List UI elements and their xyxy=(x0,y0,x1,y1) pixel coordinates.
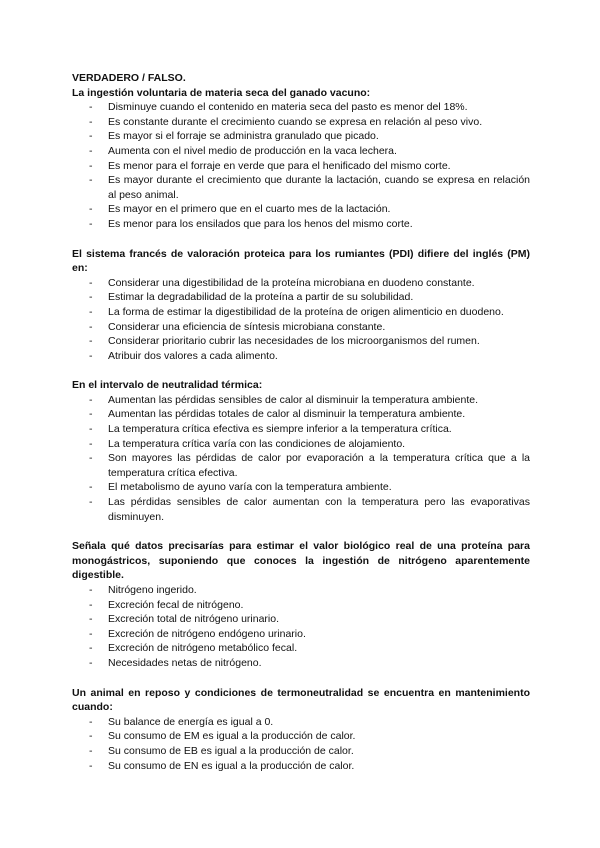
option-text: Su consumo de EM es igual a la producción de calor. xyxy=(108,730,356,743)
dash-bullet: - xyxy=(89,203,93,216)
dash-bullet: - xyxy=(89,613,93,626)
option-text: Su consumo de EN es igual a la producción de calor. xyxy=(108,759,355,772)
option-text: La temperatura crítica efectiva es siempre inferior a la temperatura crítica. xyxy=(108,423,452,436)
option-text: Es menor para el forraje en verde que para el henificado del mismo corte. xyxy=(108,159,451,172)
option-text: Excreción de nitrógeno endógeno urinario. xyxy=(108,627,306,640)
dash-bullet: - xyxy=(89,715,93,728)
option-item xyxy=(72,627,530,642)
option-text: Excreción fecal de nitrógeno. xyxy=(108,598,244,611)
dash-bullet: - xyxy=(89,598,93,611)
dash-bullet: - xyxy=(89,642,93,655)
option-text: Es mayor en el primero que en el cuarto mes de la lactación. xyxy=(108,203,391,216)
option-item xyxy=(72,495,530,524)
option-item xyxy=(72,276,530,291)
option-item xyxy=(72,744,530,759)
option-text: El metabolismo de ayuno varía con la temperatura ambiente. xyxy=(108,481,392,494)
dash-bullet: - xyxy=(89,349,93,362)
option-text: Aumenta con el nivel medio de producción en la vaca lechera. xyxy=(108,144,397,157)
option-text: Disminuye cuando el contenido en materia seca del pasto es menor del 18%. xyxy=(108,101,468,114)
document-page xyxy=(72,71,530,788)
option-list xyxy=(72,583,530,671)
option-text: Es mayor si el forraje se administra granulado que picado. xyxy=(108,130,379,143)
dash-bullet: - xyxy=(89,115,93,128)
option-item xyxy=(72,729,530,744)
dash-bullet: - xyxy=(89,320,93,333)
option-text: Excreción de nitrógeno metabólico fecal. xyxy=(108,642,298,655)
question-section-1 xyxy=(72,86,530,232)
option-text: Considerar una eficiencia de síntesis microbiana constante. xyxy=(108,320,386,333)
dash-bullet: - xyxy=(89,584,93,596)
dash-bullet: - xyxy=(89,305,93,318)
option-item xyxy=(72,656,530,671)
option-item xyxy=(72,100,530,115)
option-list xyxy=(72,100,530,231)
option-text: Es mayor durante el crecimiento que durante la lactación, cuando se expresa en relación al peso animal. xyxy=(108,174,530,201)
option-item xyxy=(72,480,530,495)
question-section-5 xyxy=(72,686,530,774)
dash-bullet: - xyxy=(89,730,93,743)
question-text: La ingestión voluntaria de materia seca del ganado vacuno: xyxy=(72,86,371,99)
option-text: Considerar una digestibilidad de la proteína microbiana en duodeno constante. xyxy=(108,276,475,289)
dash-bullet: - xyxy=(89,159,93,172)
dash-bullet: - xyxy=(89,496,93,509)
option-list xyxy=(72,276,530,364)
question-section-4 xyxy=(72,539,530,670)
question-section-3 xyxy=(72,378,530,524)
dash-bullet: - xyxy=(89,174,93,187)
document-title: VERDADERO / FALSO. xyxy=(72,72,186,84)
option-item xyxy=(72,129,530,144)
option-item xyxy=(72,583,530,598)
option-item xyxy=(72,290,530,305)
option-text: Es constante durante el crecimiento cuando se expresa en relación al peso vivo. xyxy=(108,115,483,128)
question-text: El sistema francés de valoración proteica para los rumiantes (PDI) difiere del inglés (PM) en: xyxy=(72,247,530,275)
option-item xyxy=(72,641,530,656)
option-text: Necesidades netas de nitrógeno. xyxy=(108,656,262,669)
option-item xyxy=(72,393,530,408)
dash-bullet: - xyxy=(89,276,93,289)
dash-bullet: - xyxy=(89,759,93,772)
option-item xyxy=(72,437,530,452)
dash-bullet: - xyxy=(89,130,93,143)
option-item xyxy=(72,144,530,159)
dash-bullet: - xyxy=(89,144,93,157)
dash-bullet: - xyxy=(89,335,93,348)
option-item xyxy=(72,349,530,364)
option-text: Su balance de energía es igual a 0. xyxy=(108,715,274,728)
dash-bullet: - xyxy=(89,744,93,757)
option-item xyxy=(72,334,530,349)
option-text: Atribuir dos valores a cada alimento. xyxy=(108,349,278,362)
option-item xyxy=(72,715,530,730)
option-text: La temperatura crítica varía con las condiciones de alojamiento. xyxy=(108,437,406,450)
option-list xyxy=(72,715,530,773)
option-item xyxy=(72,407,530,422)
option-text: Aumentan las pérdidas totales de calor al disminuir la temperatura ambiente. xyxy=(108,408,466,421)
option-text: Es menor para los ensilados que para los henos del mismo corte. xyxy=(108,217,413,230)
option-item xyxy=(72,305,530,320)
option-item xyxy=(72,759,530,774)
option-item xyxy=(72,598,530,613)
option-text: La forma de estimar la digestibilidad de la proteína de origen alimenticio en duodeno. xyxy=(108,305,504,318)
option-item xyxy=(72,612,530,627)
option-item xyxy=(72,202,530,217)
option-text: Nitrógeno ingerido. xyxy=(108,584,197,596)
question-section-2 xyxy=(72,247,530,364)
dash-bullet: - xyxy=(89,656,93,669)
question-text: En el intervalo de neutralidad térmica: xyxy=(72,379,263,392)
option-item xyxy=(72,173,530,202)
dash-bullet: - xyxy=(89,437,93,450)
dash-bullet: - xyxy=(89,101,93,114)
dash-bullet: - xyxy=(89,408,93,421)
question-text: Señala qué datos precisarías para estimar el valor biológico real de una proteína para monogástricos, suponiendo que conoces la ingestión de nitrógeno aparentemente digestible. xyxy=(72,540,530,582)
option-list xyxy=(72,393,530,524)
dash-bullet: - xyxy=(89,481,93,494)
option-text: Las pérdidas sensibles de calor aumentan con la temperatura pero las evaporativas disminuyen. xyxy=(108,496,530,523)
option-text: Son mayores las pérdidas de calor por evaporación a la temperatura crítica que a la temperatura crítica efectiva. xyxy=(108,452,530,479)
dash-bullet: - xyxy=(89,393,93,406)
option-item xyxy=(72,115,530,130)
option-item xyxy=(72,320,530,335)
option-text: Excreción total de nitrógeno urinario. xyxy=(108,613,280,626)
question-text: Un animal en reposo y condiciones de termoneutralidad se encuentra en mantenimiento cuando: xyxy=(72,686,530,714)
option-text: Su consumo de EB es igual a la producción de calor. xyxy=(108,744,354,757)
dash-bullet: - xyxy=(89,627,93,640)
option-item xyxy=(72,422,530,437)
option-text: Aumentan las pérdidas sensibles de calor al disminuir la temperatura ambiente. xyxy=(108,393,479,406)
dash-bullet: - xyxy=(89,217,93,230)
option-text: Estimar la degradabilidad de la proteína a partir de su solubilidad. xyxy=(108,291,414,304)
option-text: Considerar prioritario cubrir las necesidades de los microorganismos del rumen. xyxy=(108,335,480,348)
dash-bullet: - xyxy=(89,291,93,304)
option-item xyxy=(72,451,530,480)
option-item xyxy=(72,217,530,232)
dash-bullet: - xyxy=(89,452,93,465)
option-item xyxy=(72,159,530,174)
dash-bullet: - xyxy=(89,423,93,436)
